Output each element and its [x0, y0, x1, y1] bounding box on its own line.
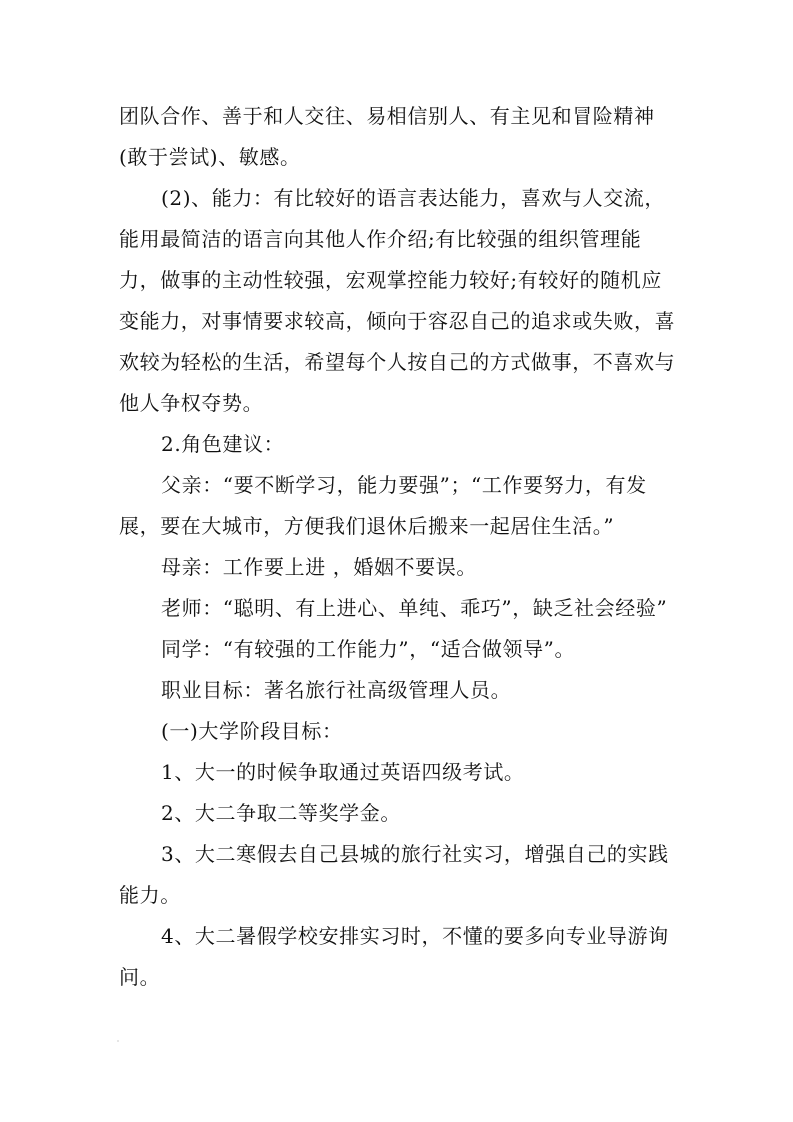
document-body [119, 96, 679, 998]
page-corner-mark [117, 1040, 119, 1042]
paragraph-mother: 母亲：工作要上进 ，婚姻不要误。 [161, 555, 477, 579]
paragraph-personality-continued: 团队合作、善于和人交往、易相信别人、有主见和冒险精神(敢于尝试)、敏感。 [119, 104, 655, 169]
paragraph-classmates: 同学：“有较强的工作能力”，“适合做领导”。 [161, 637, 576, 661]
heading-university-goals: (一)大学阶段目标： [161, 719, 343, 743]
paragraph-ability: (2)、能力：有比较好的语言表达能力，喜欢与人交流，能用最简洁的语言向其他人作介绍;有比较强的组织管理能力，做事的主动性较强，宏观掌控能力较好;有较好的随机应变能力，对事情要求较高，倾向于容忍自己的追求或失败，喜欢较为轻松的生活，希望每个人按自己的方式做事，不喜欢与他人争权夺势。 [119, 186, 676, 415]
list-item-goal-4: 4、大二暑假学校安排实习时，不懂的要多向专业导游询问。 [119, 924, 669, 989]
list-item-goal-2: 2、大二争取二等奖学金。 [161, 801, 401, 825]
list-item-goal-1: 1、大一的时候争取通过英语四级考试。 [161, 760, 525, 784]
paragraph-career-goal: 职业目标：著名旅行社高级管理人员。 [161, 678, 512, 702]
paragraph-father: 父亲：“要不断学习，能力要强”；“工作要努力，有发展，要在大城市，方便我们退休后搬来一起居住生活。” [119, 473, 647, 538]
list-item-goal-3: 3、大二寒假去自己县城的旅行社实习，增强自己的实践能力。 [119, 842, 669, 907]
paragraph-teacher: 老师：“聪明、有上进心、单纯、乖巧”，缺乏社会经验” [161, 596, 668, 620]
heading-role-suggestions: 2.角色建议： [161, 432, 285, 456]
